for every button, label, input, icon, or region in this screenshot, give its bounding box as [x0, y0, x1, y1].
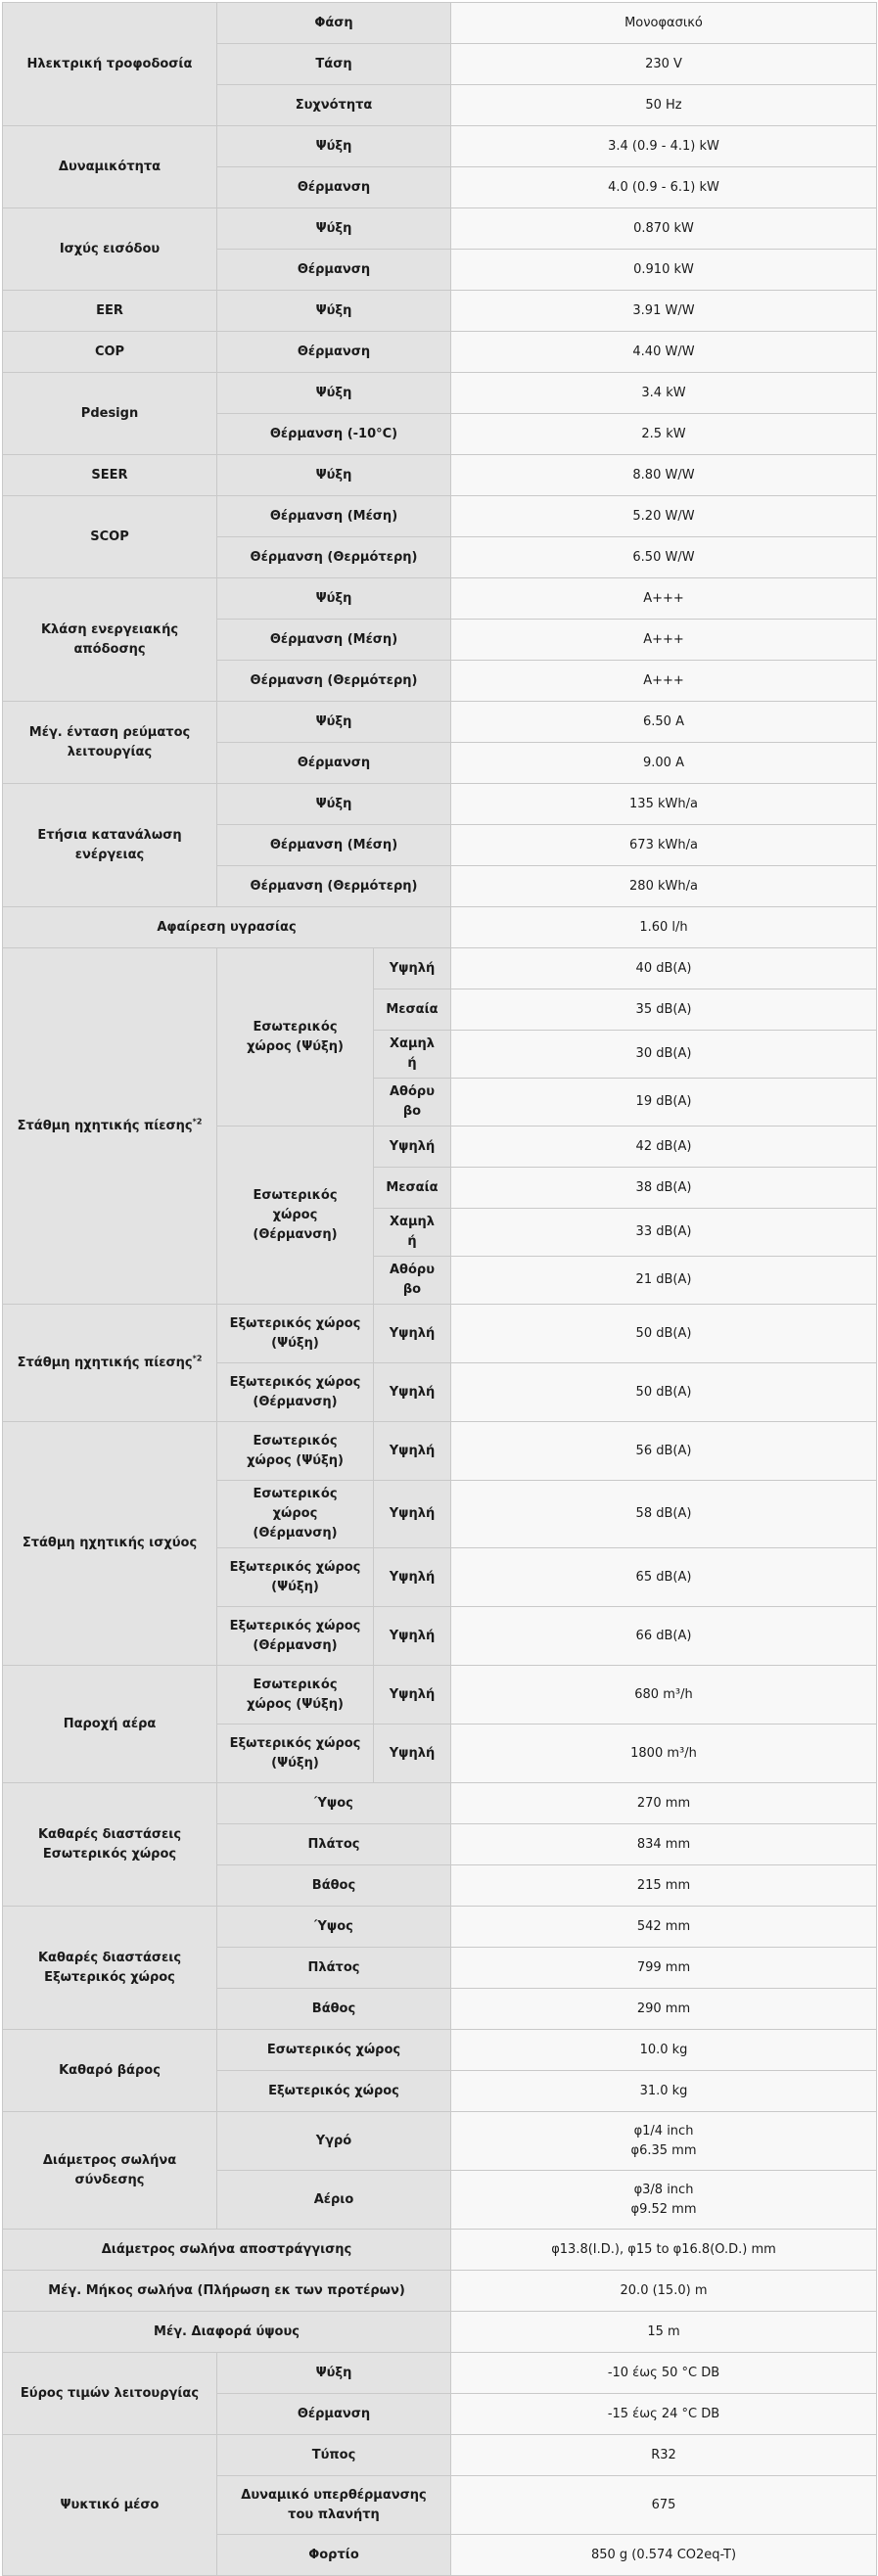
group-label: Αφαίρεση υγρασίας	[3, 907, 451, 948]
level-label: Υψηλή	[374, 1305, 451, 1363]
sub-label: Θέρμανση (Θερμότερη)	[217, 866, 451, 907]
spec-value: 66 dB(A)	[451, 1607, 877, 1666]
level-label: Υψηλή	[374, 1127, 451, 1168]
spec-value: 1800 m³/h	[451, 1725, 877, 1783]
spec-value	[451, 2171, 877, 2230]
sub-label: Εσωτερικός χώρος (Ψύξη)	[217, 1666, 374, 1725]
sub-label: Υγρό	[217, 2112, 451, 2171]
spec-value: 56 dB(A)	[451, 1422, 877, 1481]
level-label: Υψηλή	[374, 1481, 451, 1548]
group-label: SCOP	[3, 496, 217, 578]
group-label: Ετήσια κατανάλωση ενέργειας	[3, 784, 217, 907]
table-row	[3, 948, 877, 989]
sub-label: Θέρμανση (Μέση)	[217, 496, 451, 537]
spec-value: 230 V	[451, 44, 877, 85]
sub-label: Θέρμανση	[217, 332, 451, 373]
group-label: Καθαρό βάρος	[3, 2030, 217, 2112]
sub-label: Εξωτερικός χώρος	[217, 2071, 451, 2112]
footnote-mark: *2	[192, 1354, 203, 1363]
spec-value: 3.4 kW	[451, 373, 877, 414]
group-label: Pdesign	[3, 373, 217, 455]
sub-label: Θέρμανση	[217, 743, 451, 784]
spec-table	[2, 2, 877, 2576]
spec-value: 0.870 kW	[451, 208, 877, 250]
group-label: Μέγ. ένταση ρεύματος λειτουργίας	[3, 702, 217, 784]
table-row	[3, 496, 877, 537]
sub-label: Συχνότητα	[217, 85, 451, 126]
group-label	[3, 948, 217, 1305]
spec-value: 135 kWh/a	[451, 784, 877, 825]
spec-value: 50 Hz	[451, 85, 877, 126]
level-label: Υψηλή	[374, 1666, 451, 1725]
spec-value: 6.50 W/W	[451, 537, 877, 578]
sub-label: Θέρμανση (Μέση)	[217, 825, 451, 866]
table-row	[3, 455, 877, 496]
group-label: Διάμετρος σωλήνα αποστράγγισης	[3, 2230, 451, 2271]
spec-value: 10.0 kg	[451, 2030, 877, 2071]
sub-label: Τύπος	[217, 2435, 451, 2476]
table-row	[3, 2030, 877, 2071]
sub-label: Φορτίο	[217, 2535, 451, 2576]
spec-value: 33 dB(A)	[451, 1209, 877, 1257]
spec-value: 6.50 A	[451, 702, 877, 743]
level-label: Υψηλή	[374, 1363, 451, 1422]
sub-label: Εσωτερικός χώρος	[217, 2030, 451, 2071]
sub-label: Ύψος	[217, 1907, 451, 1948]
sub-label: Δυναμικό υπερθέρμανσης του πλανήτη	[217, 2476, 451, 2535]
sub-label: Ψύξη	[217, 784, 451, 825]
spec-value: 850 g (0.574 CO2eq-T)	[451, 2535, 877, 2576]
table-row	[3, 291, 877, 332]
spec-value-line: φ6.35 mm	[630, 2142, 697, 2158]
sub-label: Ψύξη	[217, 126, 451, 167]
sub-label: Εξωτερικός χώρος (Θέρμανση)	[217, 1363, 374, 1422]
level-label: Υψηλή	[374, 1725, 451, 1783]
table-row	[3, 1907, 877, 1948]
sub-label: Ψύξη	[217, 373, 451, 414]
sub-label: Αέριο	[217, 2171, 451, 2230]
spec-value: 680 m³/h	[451, 1666, 877, 1725]
table-row	[3, 2353, 877, 2394]
spec-value: 50 dB(A)	[451, 1363, 877, 1422]
group-label: Μέγ. Διαφορά ύψους	[3, 2312, 451, 2353]
spec-value: 38 dB(A)	[451, 1168, 877, 1209]
spec-value: 675	[451, 2476, 877, 2535]
sub-label: Θέρμανση	[217, 250, 451, 291]
spec-value: 3.91 W/W	[451, 291, 877, 332]
table-row	[3, 332, 877, 373]
group-label: Κλάση ενεργειακής απόδοσης	[3, 578, 217, 702]
spec-value: A+++	[451, 620, 877, 661]
spec-value: 3.4 (0.9 - 4.1) kW	[451, 126, 877, 167]
level-label: Μεσαία	[374, 989, 451, 1031]
table-row	[3, 2312, 877, 2353]
spec-value: R32	[451, 2435, 877, 2476]
spec-value: 834 mm	[451, 1824, 877, 1865]
sub-label: Ψύξη	[217, 702, 451, 743]
sub-label: Εσωτερικός χώρος (Θέρμανση)	[217, 1127, 374, 1305]
group-label-text: Στάθμη ηχητικής πίεσης	[17, 1355, 193, 1370]
level-label: Υψηλή	[374, 1607, 451, 1666]
group-label: EER	[3, 291, 217, 332]
spec-value: -10 έως 50 °C DB	[451, 2353, 877, 2394]
group-label: Ηλεκτρική τροφοδοσία	[3, 3, 217, 126]
spec-value: 5.20 W/W	[451, 496, 877, 537]
spec-value-line: φ3/8 inch	[633, 2182, 694, 2197]
level-label: Μεσαία	[374, 1168, 451, 1209]
group-label: COP	[3, 332, 217, 373]
level-label: Αθόρυβο	[374, 1257, 451, 1305]
sub-label: Βάθος	[217, 1865, 451, 1907]
sub-label: Θέρμανση (Μέση)	[217, 620, 451, 661]
table-row	[3, 784, 877, 825]
spec-value: 65 dB(A)	[451, 1548, 877, 1607]
spec-value: 1.60 l/h	[451, 907, 877, 948]
table-row	[3, 2271, 877, 2312]
spec-value: 31.0 kg	[451, 2071, 877, 2112]
sub-label: Ψύξη	[217, 291, 451, 332]
group-label: Δυναμικότητα	[3, 126, 217, 208]
group-label: Καθαρές διαστάσεις Εσωτερικός χώρος	[3, 1783, 217, 1907]
level-label: Υψηλή	[374, 948, 451, 989]
spec-value: 20.0 (15.0) m	[451, 2271, 877, 2312]
sub-label: Εσωτερικός χώρος (Ψύξη)	[217, 1422, 374, 1481]
table-row	[3, 1666, 877, 1725]
spec-value: 2.5 kW	[451, 414, 877, 455]
group-label: Ισχύς εισόδου	[3, 208, 217, 291]
spec-value: 50 dB(A)	[451, 1305, 877, 1363]
table-row	[3, 373, 877, 414]
footnote-mark: *2	[192, 1117, 203, 1127]
level-label: Υψηλή	[374, 1422, 451, 1481]
spec-value: 15 m	[451, 2312, 877, 2353]
table-row	[3, 208, 877, 250]
table-row	[3, 1305, 877, 1363]
spec-value: 290 mm	[451, 1989, 877, 2030]
spec-value: 270 mm	[451, 1783, 877, 1824]
sub-label: Ύψος	[217, 1783, 451, 1824]
table-row	[3, 907, 877, 948]
sub-label: Πλάτος	[217, 1948, 451, 1989]
table-row	[3, 126, 877, 167]
group-label: Διάμετρος σωλήνα σύνδεσης	[3, 2112, 217, 2230]
group-label: Παροχή αέρα	[3, 1666, 217, 1783]
spec-value: A+++	[451, 661, 877, 702]
table-row	[3, 2230, 877, 2271]
sub-label: Εξωτερικός χώρος (Ψύξη)	[217, 1305, 374, 1363]
spec-value: φ13.8(I.D.), φ15 to φ16.8(O.D.) mm	[451, 2230, 877, 2271]
sub-label: Εξωτερικός χώρος (Θέρμανση)	[217, 1607, 374, 1666]
sub-label: Εσωτερικός χώρος (Ψύξη)	[217, 948, 374, 1127]
group-label	[3, 1305, 217, 1422]
spec-value: 280 kWh/a	[451, 866, 877, 907]
spec-value: Μονοφασικό	[451, 3, 877, 44]
table-row	[3, 1783, 877, 1824]
sub-label: Ψύξη	[217, 208, 451, 250]
group-label: SEER	[3, 455, 217, 496]
sub-label: Τάση	[217, 44, 451, 85]
spec-value: 30 dB(A)	[451, 1031, 877, 1079]
table-row	[3, 1422, 877, 1481]
group-label-text: Στάθμη ηχητικής πίεσης	[17, 1118, 193, 1133]
group-label: Μέγ. Μήκος σωλήνα (Πλήρωση εκ των προτέρων)	[3, 2271, 451, 2312]
spec-value: 9.00 A	[451, 743, 877, 784]
sub-label: Θέρμανση (-10°C)	[217, 414, 451, 455]
group-label: Καθαρές διαστάσεις Εξωτερικός χώρος	[3, 1907, 217, 2030]
group-label: Ψυκτικό μέσο	[3, 2435, 217, 2576]
spec-value: 42 dB(A)	[451, 1127, 877, 1168]
sub-label: Πλάτος	[217, 1824, 451, 1865]
spec-value: A+++	[451, 578, 877, 620]
sub-label: Εξωτερικός χώρος (Ψύξη)	[217, 1725, 374, 1783]
spec-value: 4.0 (0.9 - 6.1) kW	[451, 167, 877, 208]
spec-value-line: φ1/4 inch	[633, 2123, 694, 2139]
sub-label: Φάση	[217, 3, 451, 44]
table-row	[3, 2112, 877, 2171]
sub-label: Θέρμανση (Θερμότερη)	[217, 537, 451, 578]
spec-value: 40 dB(A)	[451, 948, 877, 989]
spec-value: 673 kWh/a	[451, 825, 877, 866]
level-label: Αθόρυβο	[374, 1079, 451, 1127]
sub-label: Θέρμανση (Θερμότερη)	[217, 661, 451, 702]
sub-label: Θέρμανση	[217, 2394, 451, 2435]
spec-value: 542 mm	[451, 1907, 877, 1948]
sub-label: Ψύξη	[217, 578, 451, 620]
sub-label: Εξωτερικός χώρος (Ψύξη)	[217, 1548, 374, 1607]
spec-value: 58 dB(A)	[451, 1481, 877, 1548]
spec-value	[451, 2112, 877, 2171]
sub-label: Βάθος	[217, 1989, 451, 2030]
spec-value-line: φ9.52 mm	[630, 2201, 697, 2217]
group-label: Στάθμη ηχητικής ισχύος	[3, 1422, 217, 1666]
table-row	[3, 3, 877, 44]
sub-label: Ψύξη	[217, 455, 451, 496]
spec-value: -15 έως 24 °C DB	[451, 2394, 877, 2435]
spec-value: 799 mm	[451, 1948, 877, 1989]
sub-label: Θέρμανση	[217, 167, 451, 208]
table-row	[3, 702, 877, 743]
group-label: Εύρος τιμών λειτουργίας	[3, 2353, 217, 2435]
spec-value: 4.40 W/W	[451, 332, 877, 373]
table-row	[3, 2435, 877, 2476]
spec-value: 21 dB(A)	[451, 1257, 877, 1305]
level-label: Χαμηλή	[374, 1031, 451, 1079]
spec-value: 0.910 kW	[451, 250, 877, 291]
table-row	[3, 578, 877, 620]
spec-value: 19 dB(A)	[451, 1079, 877, 1127]
spec-value: 35 dB(A)	[451, 989, 877, 1031]
sub-label: Εσωτερικός χώρος (Θέρμανση)	[217, 1481, 374, 1548]
level-label: Υψηλή	[374, 1548, 451, 1607]
level-label: Χαμηλή	[374, 1209, 451, 1257]
spec-value: 215 mm	[451, 1865, 877, 1907]
sub-label: Ψύξη	[217, 2353, 451, 2394]
spec-value: 8.80 W/W	[451, 455, 877, 496]
